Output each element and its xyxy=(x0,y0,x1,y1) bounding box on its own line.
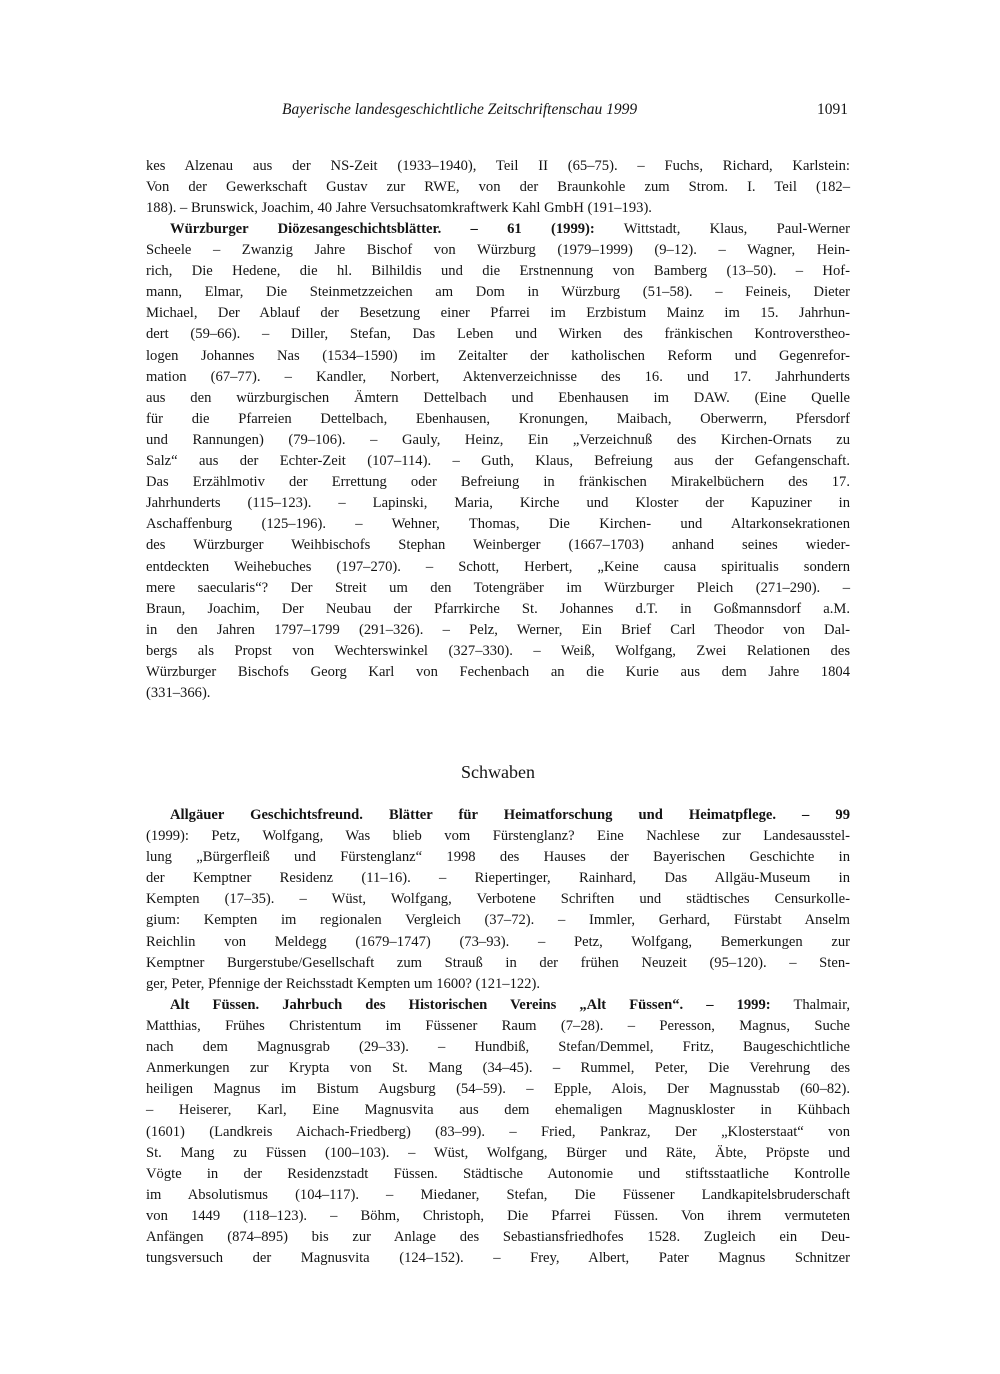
text-line: tungsversuch der Magnusvita (124–152). – Frey, Albert, Pater Magnus Schnitzer xyxy=(146,1250,850,1267)
text-line: der Kemptner Residenz (11–16). – Riepertinger, Rainhard, Das Allgäu-Museum in xyxy=(146,870,850,887)
text-line: St. Mang zu Füssen (100–103). – Wüst, Wolfgang, Bürger und Räte, Äbte, Pröpste und xyxy=(146,1144,850,1161)
journal-title: Alt Füssen. Jahrbuch des Historischen Vereins „Alt Füssen“. – 1999: xyxy=(170,997,771,1013)
entry-text: Wittstadt, Klaus, Paul-Werner xyxy=(623,221,850,237)
text-line: nach dem Magnusgrab (29–33). – Hundbiß, Stefan/Demmel, Fritz, Baugeschichtliche xyxy=(146,1039,850,1056)
text-line: Vögte in der Residenzstadt Füssen. Städtische Autonomie und stiftsstaatliche Kontrolle xyxy=(146,1165,850,1182)
section-heading: Schwaben xyxy=(461,762,535,782)
text-line: Von der Gewerkschaft Gustav zur RWE, von der Braunkohle zum Strom. I. Teil (182– xyxy=(146,179,850,196)
text-line: (331–366). xyxy=(146,685,211,702)
text-line: mann, Elmar, Die Steinmetzzeichen am Dom in Würzburg (51–58). – Feineis, Dieter xyxy=(146,284,850,301)
text-line: gium: Kempten im regionalen Vergleich (37–72). – Immler, Gerhard, Fürstabt Anselm xyxy=(146,912,850,929)
text-line: Scheele – Zwanzig Jahre Bischof von Würzburg (1979–1999) (9–12). – Wagner, Hein- xyxy=(146,242,850,259)
text-line: Das Erzählmotiv der Errettung oder Befreiung in fränkischen Mirakelbüchern des 17. xyxy=(146,474,850,491)
text-line: kes Alzenau aus der NS-Zeit (1933–1940), Teil II (65–75). – Fuchs, Richard, Karlstein: xyxy=(146,158,850,174)
text-line: Salz“ aus der Echter-Zeit (107–114). – Guth, Klaus, Befreiung aus der Gefangenschaft. xyxy=(146,453,850,470)
entry-allgaeuer-geschichtsfreund xyxy=(146,805,850,995)
text-line: heiligen Magnus im Bistum Augsburg (54–59). – Epple, Alois, Der Magnusstab (60–82). xyxy=(146,1081,850,1098)
journal-title: Würzburger Diözesangeschichtsblätter. – 61 (1999): xyxy=(170,221,595,237)
text-line: rich, Die Hedene, die hl. Bilhildis und die Erstnennung von Bamberg (13–50). – Hof- xyxy=(146,263,850,280)
page-number: 1091 xyxy=(817,101,848,118)
text-line: des Würzburger Weihbischofs Stephan Weinberger (1667–1703) anhand seines wieder- xyxy=(146,537,850,554)
text-line: Reichlin von Meldegg (1679–1747) (73–93). – Petz, Wolfgang, Bemerkungen zur xyxy=(146,933,850,950)
text-line: Anfängen (874–895) bis zur Anlage des Sebastiansfriedhofes 1528. Zugleich ein Deu- xyxy=(146,1229,850,1246)
text-line: im Absolutismus (104–117). – Miedaner, Stefan, Die Füssener Landkapitelsbruderschaft xyxy=(146,1186,850,1203)
page-header xyxy=(146,101,850,125)
text-line: dert (59–66). – Diller, Stefan, Das Leben und Wirken des fränkischen Kontroverstheo- xyxy=(146,326,850,343)
text-line: (1601) (Landkreis Aichach-Friedberg) (83–99). – Fried, Pankraz, Der „Klosterstaat“ von xyxy=(146,1123,850,1140)
text-line: Kempten (17–35). – Wüst, Wolfgang, Verbotene Schriften und städtisches Censurkolle- xyxy=(146,891,850,908)
text-line: 188). – Brunswick, Joachim, 40 Jahre Versuchsatomkraftwerk Kahl GmbH (191–193). xyxy=(146,200,652,217)
entry-text: Thalmair, xyxy=(793,997,850,1013)
text-line: Matthias, Frühes Christentum im Füssener Raum (7–28). – Peresson, Magnus, Suche xyxy=(146,1018,850,1035)
text-line xyxy=(146,219,850,240)
text-line: lung „Bürgerfleiß und Fürstenglanz“ 1998 des Hauses der Bayerischen Geschichte in xyxy=(146,849,850,866)
text-line: für die Pfarreien Dettelbach, Ebenhausen, Kronungen, Maibach, Oberwerrn, Pfersdorf xyxy=(146,410,850,427)
journal-title: Allgäuer Geschichtsfreund. Blätter für Heimatforschung und Heimatpflege. – 99 xyxy=(170,807,850,823)
text-line: in den Jahren 1797–1799 (291–326). – Pelz, Werner, Ein Brief Carl Theodor von Dal- xyxy=(146,621,850,638)
text-line: Würzburger Bischofs Georg Karl von Fechenbach an die Kurie aus dem Jahre 1804 xyxy=(146,663,850,680)
text-line: (1999): Petz, Wolfgang, Was blieb vom Fürstenglanz? Eine Nachlese zur Landesausstel- xyxy=(146,828,850,845)
text-line: mere saecularis“? Der Streit um den Totengräber im Würzburger Pleich (271–290). – xyxy=(146,579,850,596)
paragraph-continuation xyxy=(146,156,850,219)
text-line: ger, Peter, Pfennige der Reichsstadt Kempten um 1600? (121–122). xyxy=(146,975,540,992)
text-line: Aschaffenburg (125–196). – Wehner, Thomas, Die Kirchen- und Altarkonsekrationen xyxy=(146,516,850,533)
text-line: Michael, Der Ablauf der Besetzung einer Pfarrei im Erzbistum Mainz im 15. Jahrhun- xyxy=(146,305,850,322)
text-line: von 1449 (118–123). – Böhm, Christoph, Die Pfarrei Füssen. Von ihrem vermuteten xyxy=(146,1207,850,1224)
text-line xyxy=(146,805,850,826)
text-line: entdeckten Weihebuches (197–270). – Schott, Herbert, „Keine causa spiritualis sondern xyxy=(146,558,850,575)
entry-alt-fuessen xyxy=(146,995,850,1269)
text-line: und Rannungen) (79–106). – Gauly, Heinz, Ein „Verzeichnuß des Kirchen-Ornats zu xyxy=(146,431,850,448)
text-line: – Heiserer, Karl, Eine Magnusvita aus dem ehemaligen Magnuskloster in Kühbach xyxy=(146,1102,850,1119)
text-line: Kemptner Burgerstube/Gesellschaft zum Strauß in der frühen Neuzeit (95–120). – Sten- xyxy=(146,954,850,971)
text-line: Anmerkungen zur Krypta von St. Mang (34–45). – Rummel, Peter, Die Verehrung des xyxy=(146,1060,850,1077)
text-line: logen Johannes Nas (1534–1590) im Zeitalter der katholischen Reform und Gegenrefor- xyxy=(146,347,850,364)
text-line: Braun, Joachim, Der Neubau der Pfarrkirche St. Johannes d.T. in Goßmannsdorf a.M. xyxy=(146,600,850,617)
text-line: mation (67–77). – Kandler, Norbert, Aktenverzeichnisse des 16. und 17. Jahrhunderts xyxy=(146,368,850,385)
text-line xyxy=(146,995,850,1016)
text-line: aus den würzburgischen Ämtern Dettelbach und Ebenhausen im DAW. (Eine Quelle xyxy=(146,389,850,406)
text-line: Jahrhunderts (115–123). – Lapinski, Maria, Kirche und Kloster der Kapuziner in xyxy=(146,495,850,512)
entry-wuerzburger-dioezesangeschichtsblaetter xyxy=(146,219,850,704)
text-line: bergs als Propst von Wechterswinkel (327–330). – Weiß, Wolfgang, Zwei Relationen des xyxy=(146,642,850,659)
running-title: Bayerische landesgeschichtliche Zeitschriftenschau 1999 xyxy=(282,101,638,118)
